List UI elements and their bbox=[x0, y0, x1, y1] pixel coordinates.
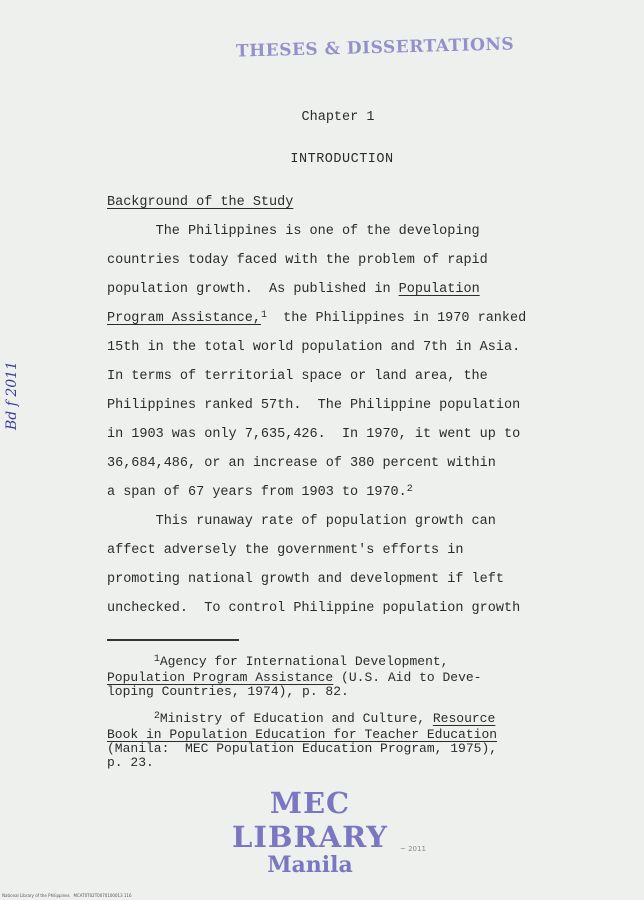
footnote-ref: 1 bbox=[260, 310, 267, 321]
footnote-text: Ministry of Education and Culture, bbox=[159, 711, 433, 726]
footnote-2 bbox=[107, 712, 577, 770]
body-span: the Philippines in 1970 ranked bbox=[266, 311, 527, 326]
body-line: affect adversely the government's efforts in bbox=[107, 543, 464, 558]
body-line: countries today faced with the problem of rapid bbox=[107, 253, 488, 268]
library-stamp-city: Manila bbox=[267, 852, 353, 878]
handwritten-margin-note: Bd f 2011 bbox=[4, 361, 20, 430]
library-stamp bbox=[190, 786, 430, 878]
body-line bbox=[107, 485, 413, 500]
footnote-line: (Manila: MEC Population Education Program, 1975), bbox=[107, 741, 498, 756]
footnote-text: (U.S. Aid to Deve- bbox=[333, 670, 482, 685]
footnote-divider bbox=[107, 639, 239, 641]
citation-title: Program Assistance, bbox=[107, 311, 261, 326]
footnote-text: Agency for International Development, bbox=[159, 654, 449, 669]
body-line: unchecked. To control Philippine population growth bbox=[107, 601, 521, 616]
chapter-label: Chapter 1 bbox=[301, 110, 375, 125]
footnote-number: 2 bbox=[153, 711, 160, 722]
scan-footer: National Library of the Philippines MCAT0T02T0070100013 116 bbox=[2, 893, 132, 898]
footnote-ref: 2 bbox=[406, 484, 413, 495]
body-line: promoting national growth and development if left bbox=[107, 572, 504, 587]
library-stamp-name: MEC LIBRARY bbox=[232, 786, 388, 854]
footnote-line bbox=[107, 655, 577, 671]
faint-mark: ~ 2011 bbox=[400, 845, 426, 853]
body-line: 36,684,486, or an increase of 380 percent within bbox=[107, 456, 496, 471]
footnote-title: Population Program Assistance bbox=[107, 670, 334, 685]
body-line: This runaway rate of population growth can bbox=[107, 514, 496, 529]
footnote-line bbox=[107, 671, 577, 685]
body-line: The Philippines is one of the developing bbox=[107, 224, 480, 239]
footnote-number: 1 bbox=[153, 654, 160, 665]
body-line: Philippines ranked 57th. The Philippine population bbox=[107, 398, 521, 413]
body-line bbox=[107, 311, 526, 326]
footnote-title: Resource bbox=[432, 711, 496, 726]
section-heading: Background of the Study bbox=[107, 195, 294, 210]
body-line bbox=[107, 282, 480, 297]
footnote-line: p. 23. bbox=[107, 755, 154, 770]
body-span: a span of 67 years from 1903 to 1970. bbox=[107, 485, 407, 500]
body-line: 15th in the total world population and 7th in Asia. bbox=[107, 340, 521, 355]
footnote-title: Book in Population Education for Teacher Education bbox=[107, 727, 498, 742]
footnote-line: loping Countries, 1974), p. 82. bbox=[107, 684, 349, 699]
body-span: population growth. As published in bbox=[107, 282, 399, 297]
footnote-1 bbox=[107, 655, 577, 699]
theses-stamp: THESES & DISSERTATIONS bbox=[235, 34, 515, 62]
body-line: in 1903 was only 7,635,426. In 1970, it went up to bbox=[107, 427, 521, 442]
chapter-title: INTRODUCTION bbox=[290, 152, 394, 167]
footnote-line bbox=[107, 712, 577, 728]
body-line: In terms of territorial space or land area, the bbox=[107, 369, 488, 384]
citation-title: Population bbox=[398, 282, 480, 297]
